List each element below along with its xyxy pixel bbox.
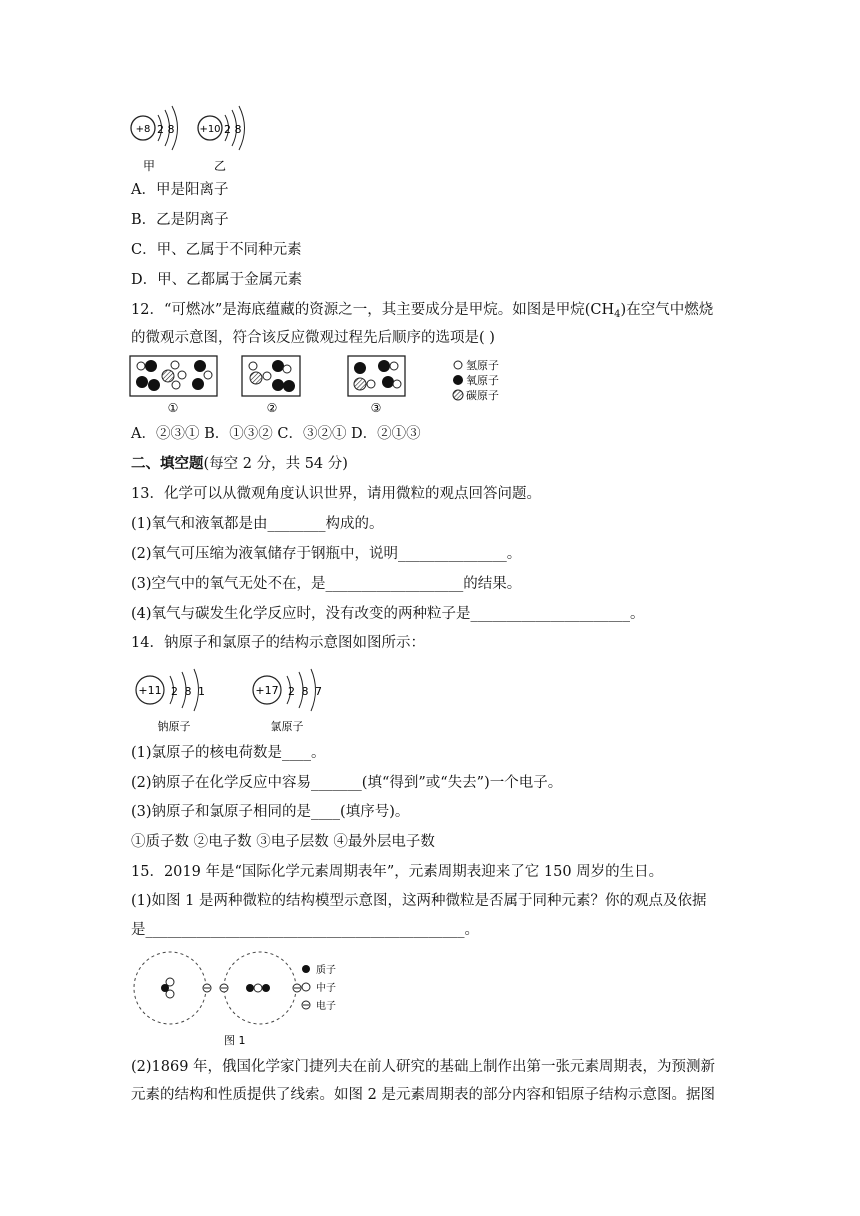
chlorine-caption: 氯原子: [270, 720, 304, 733]
q14-item-1: (1)氯原子的核电荷数是____。: [131, 745, 326, 761]
atom-yi-shells: 2 8: [224, 123, 242, 136]
q11-option-c: C．甲、乙属于不同种元素: [131, 242, 302, 258]
q11-option-b: B．乙是阴离子: [131, 212, 229, 228]
q15-item-1-line2: 是____________________________________________。: [131, 922, 479, 938]
chlorine-shells: 2 8 7: [288, 685, 322, 698]
sodium-caption: 钠原子: [157, 720, 191, 733]
particle-legend: [302, 963, 336, 1012]
q14-item-3: (3)钠原子和氯原子相同的是____(填序号)。: [131, 804, 410, 820]
legend-electron: 电子: [316, 1001, 336, 1012]
q14-atom-diagrams: [130, 664, 340, 734]
legend-neutron: 中子: [316, 983, 336, 994]
q15-item-1-line1: (1)如图 1 是两种微粒的结构模型示意图，这两种微粒是否属于同种元素？你的观点及依据: [131, 893, 707, 909]
q12-stem-end: )在空气中燃烧: [620, 302, 714, 318]
q13-stem: 13．化学可以从微观角度认识世界，请用微粒的观点回答问题。: [131, 486, 541, 502]
legend-carbon: 碳原子: [466, 389, 499, 402]
q15-item-2-line1: (2)1869 年，俄国化学家门捷列夫在前人研究的基础上制作出第一张元素周期表，为预测新: [131, 1059, 716, 1075]
figure-1-caption: 图 1: [224, 1034, 246, 1047]
reaction-box-3: [348, 356, 405, 415]
atom-jia-nucleus: +8: [135, 124, 151, 135]
chlorine-nucleus: +17: [255, 684, 279, 697]
sodium-atom: [136, 669, 205, 733]
atom-jia: [131, 106, 178, 173]
sodium-shells: 2 8 1: [171, 685, 205, 698]
q11-option-a: A．甲是阳离子: [131, 182, 229, 198]
q15-figure-1: [128, 950, 368, 1050]
q13-item-4: (4)氧气与碳发生化学反应时，没有改变的两种粒子是______________________。: [131, 606, 645, 622]
atom-legend: [453, 358, 499, 402]
q12-stem-subscript: 4: [614, 309, 621, 320]
legend-hydrogen: 氢原子: [466, 359, 499, 372]
q15-item-2-line2: 元素的结构和性质提供了线索。如图 2 是元素周期表的部分内容和铝原子结构示意图。据图: [131, 1087, 715, 1103]
atom-jia-shells: 2 8: [157, 123, 175, 136]
q13-item-1: (1)氧气和液氧都是由________构成的。: [131, 516, 384, 532]
q13-item-3: (3)空气中的氧气无处不在，是___________________的结果。: [131, 576, 522, 592]
sodium-nucleus: +11: [138, 684, 162, 697]
legend-oxygen: 氧原子: [466, 374, 499, 387]
atom-jia-caption: 甲: [142, 159, 156, 173]
particle-model-1: [134, 952, 211, 1024]
atom-yi: [198, 106, 245, 173]
section-2-title: 二、填空题: [131, 455, 204, 472]
section-2-note: (每空 2 分，共 54 分): [203, 456, 348, 472]
q11-option-d: D．甲、乙都属于金属元素: [131, 272, 303, 288]
reaction-box-2: [242, 356, 300, 415]
q14-item-2: (2)钠原子在化学反应中容易_______(填“得到”或“失去”)一个电子。: [131, 775, 563, 791]
legend-proton: 质子: [316, 965, 336, 976]
atom-yi-nucleus: +10: [199, 124, 221, 135]
q12-stem-line2: 的微观示意图，符合该反应微观过程先后顺序的选项是( ): [131, 330, 495, 346]
section-2-heading: [131, 454, 348, 474]
q12-stem-line1: [131, 300, 713, 325]
q12-options: A．②③① B．①③② C．③②① D．②①③: [131, 426, 421, 442]
q14-choices: ①质子数 ②电子数 ③电子层数 ④最外层电子数: [131, 834, 435, 850]
reaction-box-1: [130, 356, 217, 415]
particle-model-2: [220, 952, 301, 1024]
reaction-box-3-label: ③: [370, 401, 382, 415]
reaction-box-2-label: ②: [266, 401, 278, 415]
q14-stem: 14．钠原子和氯原子的结构示意图如图所示：: [131, 635, 425, 651]
q12-molecule-diagram: [128, 354, 518, 416]
q11-atom-diagrams: [125, 98, 265, 173]
q13-item-2: (2)氧气可压缩为液氧储存于钢瓶中，说明_______________。: [131, 546, 522, 562]
atom-yi-caption: 乙: [213, 159, 227, 173]
chlorine-atom: [253, 669, 322, 733]
q15-stem: 15．2019 年是“国际化学元素周期表年”，元素周期表迎来了它 150 周岁的生日。: [131, 864, 664, 880]
reaction-box-1-label: ①: [167, 401, 179, 415]
q12-stem-text: 12．“可燃冰”是海底蕴藏的资源之一，其主要成分是甲烷。如图是甲烷(CH: [131, 302, 615, 318]
